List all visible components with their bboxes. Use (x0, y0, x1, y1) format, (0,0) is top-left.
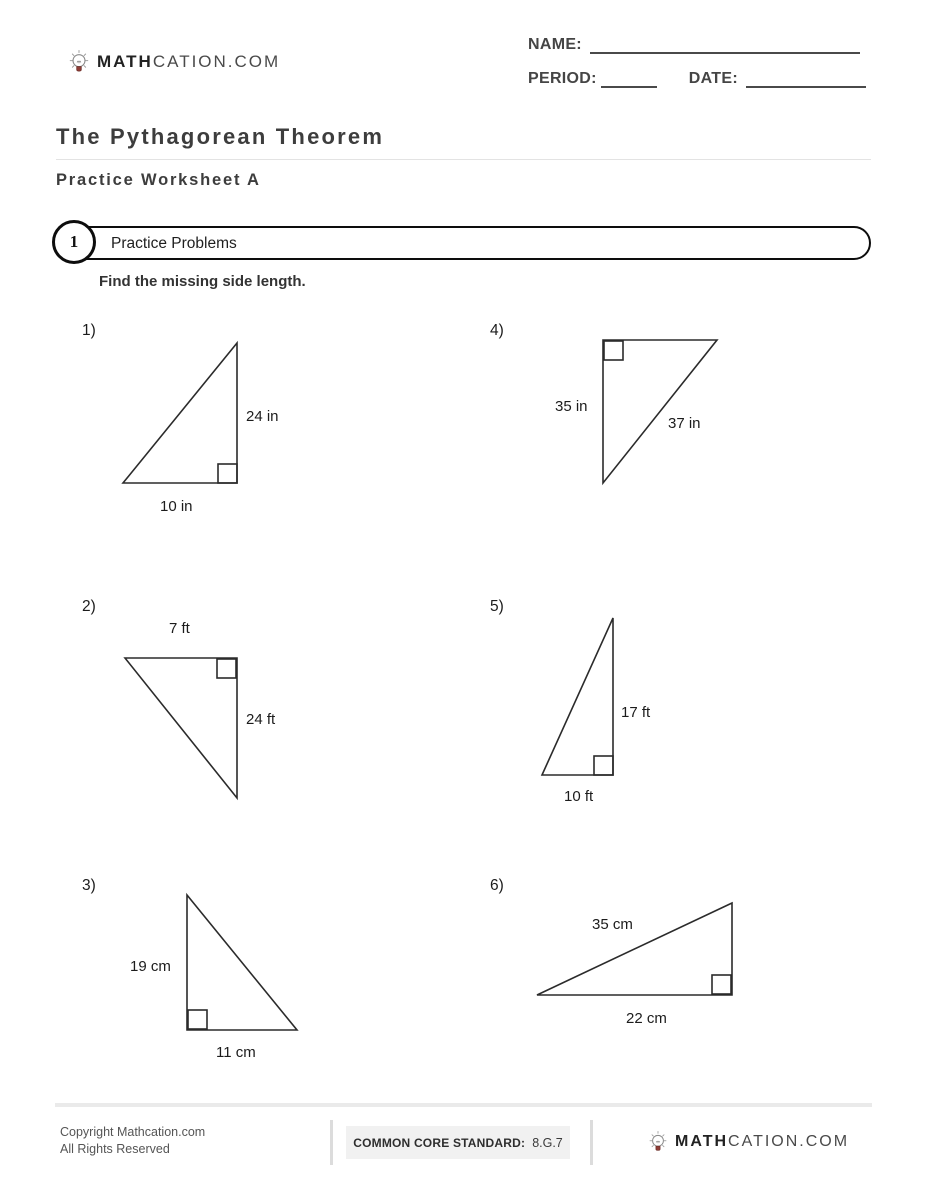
date-input-line[interactable] (746, 68, 866, 88)
date-label: DATE: (688, 70, 738, 87)
standard-value: 8.G.7 (532, 1135, 563, 1150)
title-divider (56, 159, 871, 160)
side-label: 24 ft (246, 711, 276, 728)
problem-2-figure (80, 594, 340, 809)
side-label: 37 in (668, 415, 701, 432)
right-triangle-icon (480, 594, 760, 814)
problem-6-figure (480, 873, 810, 1053)
mathcation-logo-footer (648, 1129, 849, 1155)
problem-number: 6) (490, 877, 504, 894)
page-title: The Pythagorean Theorem (56, 124, 385, 149)
period-label: PERIOD: (528, 70, 597, 87)
footer-vertical-divider (330, 1120, 333, 1165)
standard-label: COMMON CORE STANDARD: (353, 1135, 526, 1150)
section-title: Practice Problems (111, 235, 237, 252)
side-label: 17 ft (621, 704, 651, 721)
side-label: 35 cm (592, 916, 633, 933)
copyright-line-1: Copyright Mathcation.com (60, 1125, 206, 1139)
student-fields (528, 34, 873, 102)
problem-4-figure (480, 318, 780, 523)
name-label: NAME: (528, 36, 582, 53)
common-core-standard-badge (346, 1126, 570, 1159)
section-header (64, 226, 871, 260)
name-input-line[interactable] (590, 34, 860, 54)
side-label: 24 in (246, 408, 279, 425)
problem-number: 5) (490, 598, 504, 615)
problem-5-figure (480, 594, 760, 814)
mathcation-logo (68, 48, 280, 76)
problem-number: 4) (490, 322, 504, 339)
problem-1-figure (80, 318, 340, 523)
right-triangle-icon (80, 594, 340, 809)
brand-name: MATHCATION.COM (675, 1133, 850, 1150)
section-number-badge: 1 (52, 220, 96, 264)
side-label: 22 cm (626, 1010, 667, 1027)
right-triangle-icon (480, 318, 780, 523)
problem-number: 3) (82, 877, 96, 894)
instructions-text: Find the missing side length. (99, 273, 306, 290)
problem-number: 1) (82, 322, 96, 339)
lightbulb-icon (68, 48, 90, 76)
copyright-text (60, 1124, 205, 1158)
side-label: 11 cm (216, 1044, 256, 1061)
brand-name: MATHCATION.COM (97, 52, 281, 71)
problem-number: 2) (82, 598, 96, 615)
side-label: 19 cm (130, 958, 171, 975)
worksheet-subtitle: Practice Worksheet A (56, 171, 261, 189)
footer-divider (55, 1103, 872, 1107)
right-triangle-icon (80, 873, 340, 1073)
period-input-line[interactable] (601, 68, 657, 88)
copyright-line-2: All Rights Reserved (60, 1142, 170, 1156)
footer-vertical-divider (590, 1120, 593, 1165)
side-label: 7 ft (169, 620, 190, 637)
problem-3-figure (80, 873, 340, 1073)
side-label: 10 ft (564, 788, 594, 805)
side-label: 10 in (160, 498, 193, 515)
name-row (528, 34, 873, 54)
right-triangle-icon (80, 318, 340, 523)
period-date-row (528, 68, 873, 88)
lightbulb-icon (648, 1129, 668, 1155)
side-label: 35 in (555, 398, 588, 415)
